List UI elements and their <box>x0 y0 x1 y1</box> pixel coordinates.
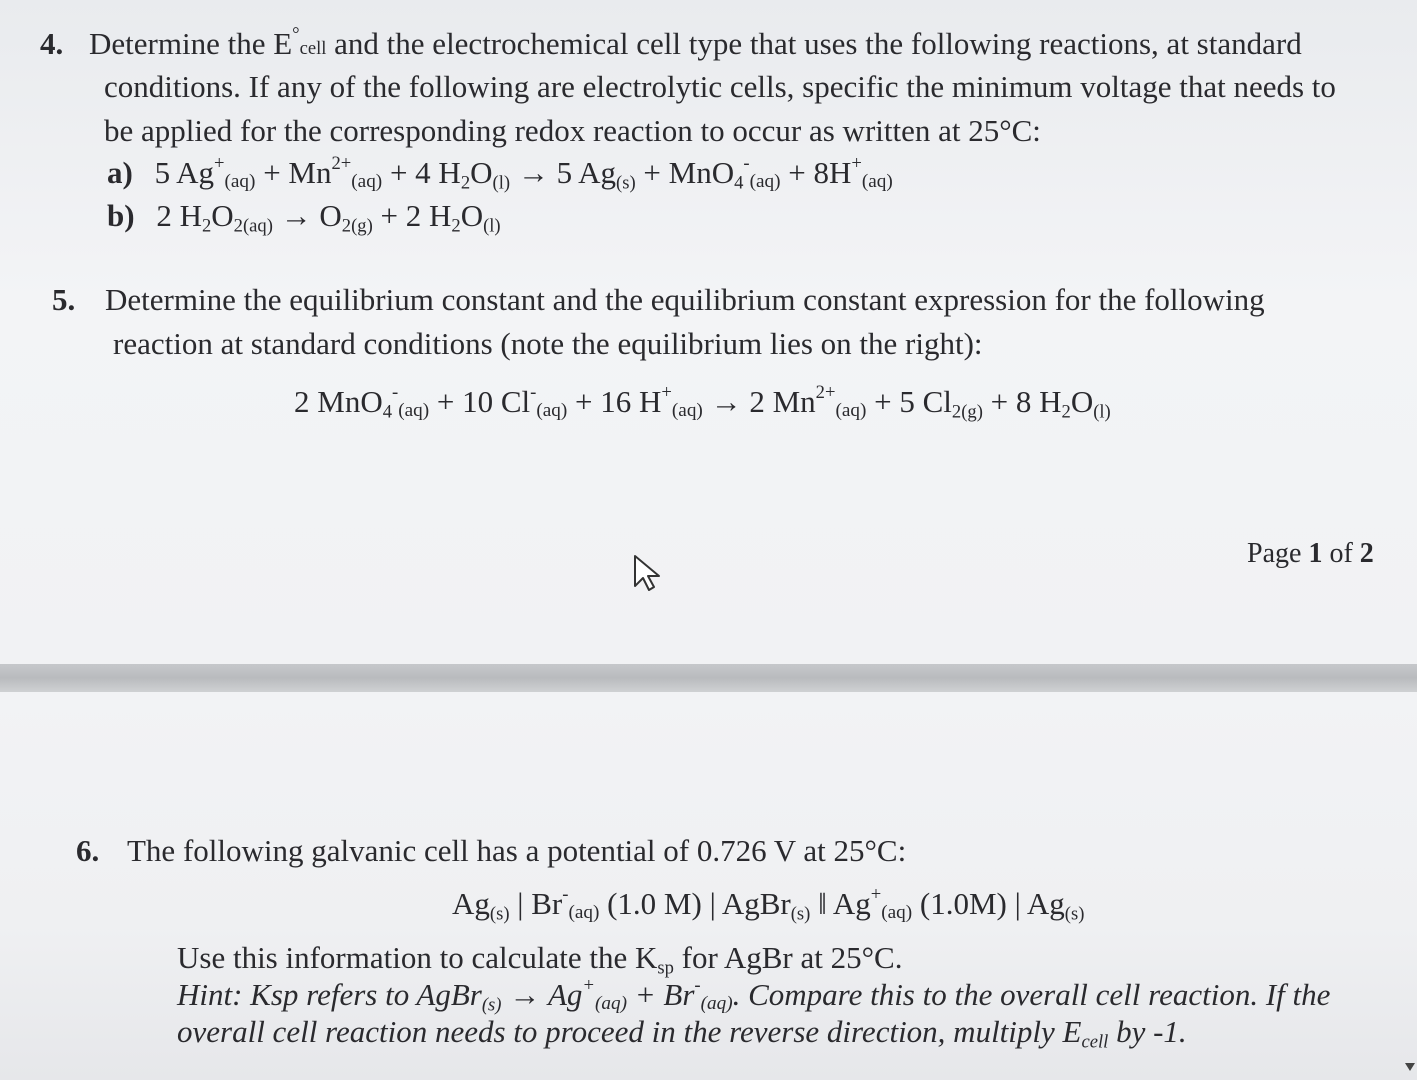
q4-number: 4. <box>40 26 64 61</box>
q5-number: 5. <box>52 282 76 317</box>
q6-use-line: Use this information to calculate the $K_{sp}$ for AgBr at 25°C. <box>177 940 903 979</box>
q5-equation: 2 MnO$_4$-(aq) + 10 Cl-(aq) + 16 H+(aq) → 2 $Mn^{2+}(aq) + 5$ $Cl_{2(g)} + 8$ $H_2O_{(l)}$ <box>294 382 1111 423</box>
q5-line1: 5. Determine the equilibrium constant and the equilibrium constant expression for the following <box>52 282 1265 317</box>
q4-line3: be applied for the corresponding redox reaction to occur as written at 25°C: <box>104 113 1041 148</box>
reaction-arrow: → <box>510 155 557 190</box>
q6-number: 6. <box>76 833 100 868</box>
mouse-pointer-icon <box>632 553 666 593</box>
q5-line2: reaction at standard conditions (note the equilibrium lies on the right): <box>113 326 983 361</box>
reaction-arrow: → <box>501 977 548 1012</box>
page-indicator: Page 1 of 2 <box>1247 538 1374 569</box>
q6-line1: 6. The following galvanic cell has a potential of 0.726 V at 25°C: <box>76 833 907 868</box>
q6-hint-line2: overall cell reaction needs to proceed in the reverse direction, multiply $E_{cell}$ by -1. <box>177 1014 1187 1053</box>
q4-reaction-a: a) 5 $Ag^+(aq) + Mn^{2+}(aq) + 4$ $H_2O_{(l)} \to 5$ $Ag_{(s)} + MnO_4^-(aq) + 8H^+(aq)$ <box>107 153 893 194</box>
reaction-arrow: → <box>702 384 750 419</box>
page-separator <box>0 664 1417 692</box>
q6-hint-line1: Hint: Ksp refers to AgBr$_{(s)}$ → Ag+(aq) + Br-(aq). Compare this to the overall cell reaction. If the <box>177 975 1331 1016</box>
q4-line2: conditions. If any of the following are electrolytic cells, specific the minimum voltage that needs to <box>104 69 1336 104</box>
q4-line1: 4. Determine the E°cell and the electrochemical cell type that uses the following reactions, at standard <box>40 24 1302 61</box>
reaction-arrow: → <box>272 198 320 233</box>
q4-reaction-b: b) 2 $H_2O_{2(aq)} \to O_{2(g)} + 2$ $H_2O_{(l)}$ <box>107 198 501 237</box>
q6-cell-notation: $Ag_{(s)}$ | Br-(aq) (1.0 M) | AgBr$_{(s)}$ ‖ Ag+(aq) (1.0M) | $Ag_{(s)}$ <box>452 884 1085 925</box>
scroll-down-icon[interactable] <box>1404 1062 1416 1072</box>
